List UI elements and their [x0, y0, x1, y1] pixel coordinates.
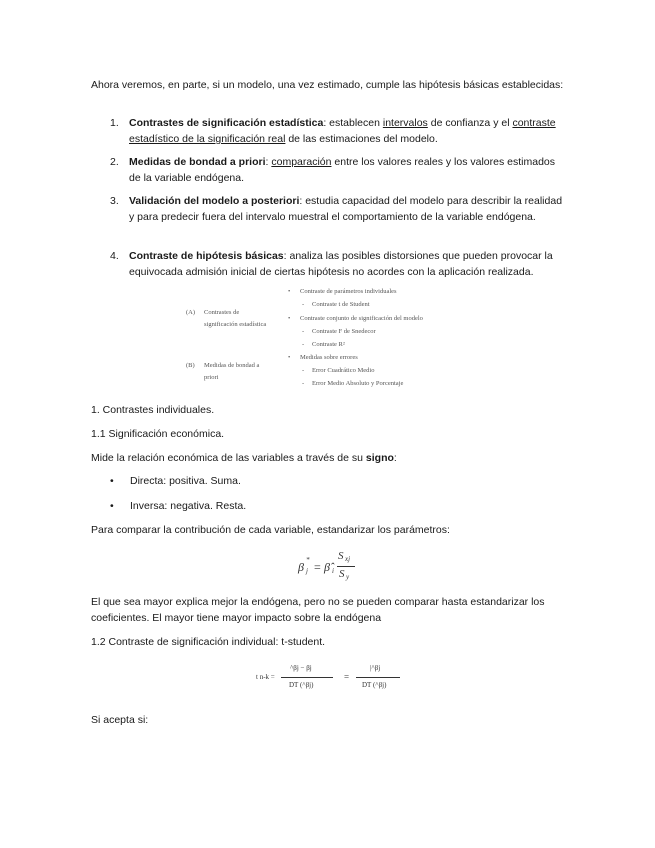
list-number: 1.: [110, 117, 119, 129]
intro-paragraph: Ahora veremos, en parte, si un modelo, una vez estimado, cumple las hipótesis básicas establecidas:: [91, 79, 564, 91]
comparar-paragraph: Para comparar la contribución de cada variable, estandarizar los parámetros:: [91, 524, 450, 536]
list-number: 2.: [110, 156, 119, 168]
formula-standardized-beta: β * j = β̂ i S xj S y: [298, 550, 378, 584]
acepta-paragraph: Si acepta si:: [91, 714, 149, 726]
list-item-2: 2. Medidas de bondad a priori: comparación entre los valores reales y los valores estimados de la variable endógena.: [110, 156, 555, 184]
list-item-3: 3. Validación del modelo a posteriori: estudia capacidad del modelo para describir la realidad y para predecir fuera del intervalo muestral el comportamiento de la variable endógena.: [110, 195, 563, 223]
dash-icon: -: [302, 328, 305, 335]
list-item-1: 1. Contrastes de significación estadística: establecen intervalos de confianza y el contraste estadístico de la significación real de las estimaciones del modelo.: [110, 117, 556, 145]
fraction-bar: [356, 677, 400, 678]
section-heading-1: 1. Contrastes individuales.: [91, 404, 215, 416]
mide-paragraph: Mide la relación económica de las variables a través de su signo:: [91, 452, 397, 464]
section-heading-1-1: 1.1 Significación económica.: [91, 428, 225, 440]
dash-icon: -: [302, 367, 305, 374]
bullet-icon: •: [110, 475, 114, 487]
section-heading-1-2: 1.2 Contraste de significación individual: t-student.: [91, 636, 326, 648]
list-number: 3.: [110, 195, 119, 207]
fraction-bar: [337, 566, 355, 567]
dash-icon: -: [302, 341, 305, 348]
dash-icon: -: [302, 301, 305, 308]
mayor-paragraph: El que sea mayor explica mejor la endógena, pero no se pueden comparar hasta estandarizar los coeficientes. El mayor tiene mayor impacto sobre la endógena: [91, 596, 545, 624]
dash-icon: -: [302, 380, 305, 387]
formula-t-student: t n-k = ^βj − βj DT (^βj) = |^βj DT (^βj): [256, 660, 406, 696]
bullet-icon: •: [288, 354, 291, 361]
bullet-icon: •: [288, 315, 291, 322]
scheme-figure: (A) Contrastes de significación estadística (B) Medidas de bondad a priori • Contraste de parámetros individuales - Contraste t de Student • Contraste conjunto de significación del modelo - Contraste F de Snedecor - Contraste R² • Medidas sobre errores - Error Cuadrático Medio - Error Medio Absoluto y Porcentaje: [186, 288, 423, 387]
bullet-icon: •: [288, 288, 291, 295]
list-number: 4.: [110, 250, 119, 262]
list-item-4: 4. Contraste de hipótesis básicas: analiza las posibles distorsiones que pueden provocar la equivocada admisión inicial de ciertas hipótesis no acordes con la aplicación realizada.: [110, 250, 553, 278]
fraction-bar: [281, 677, 333, 678]
bullet-icon: •: [110, 500, 114, 512]
